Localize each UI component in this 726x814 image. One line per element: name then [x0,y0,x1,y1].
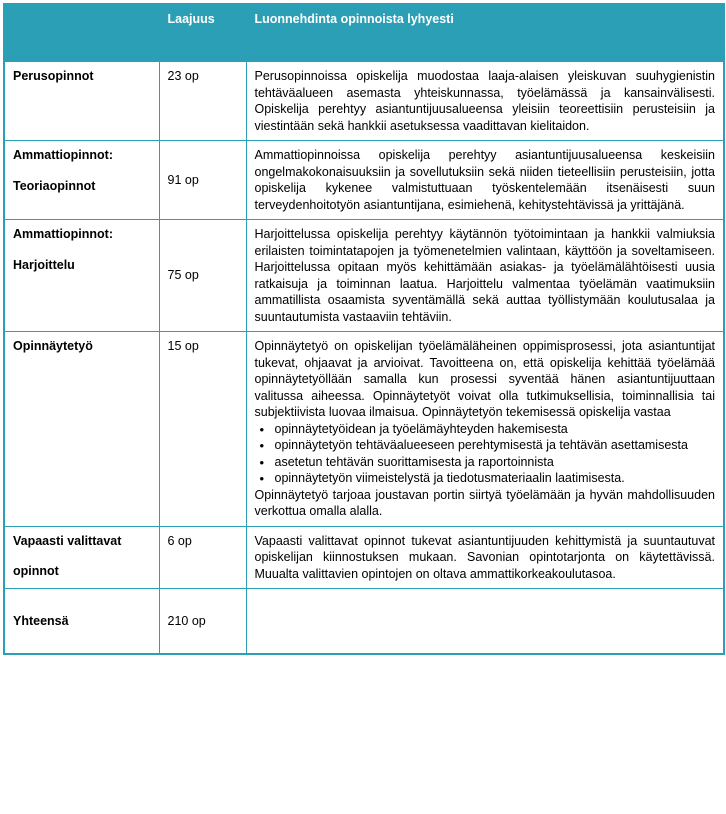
list-item: • opinnäytetyöidean ja työelämäyhteyden hakemisesta [273,421,716,438]
column-header-description: Luonnehdinta opinnoista lyhyesti [246,4,724,62]
table-row [4,332,724,527]
description-text-after: Opinnäytetyö tarjoaa joustavan portin siirtyä työelämään ja hyvän mahdollisuuden verkottua omalla alalla. [254,487,715,518]
column-header-blank [4,4,159,62]
table-row [4,220,724,332]
row-label-opinnaytetyo: Opinnäytetyö [4,332,159,527]
row-label-perusopinnot: Perusopinnot [4,62,159,141]
row-label-ammattiopinnot-harjoittelu [4,220,159,332]
list-item: • opinnäytetyön viimeistelystä ja tiedotusmateriaalin laatimisesta. [273,470,716,487]
description-text: Vapaasti valittavat opinnot tukevat asiantuntijuuden kehittymistä ja suuntautuvat opiskelijan kiinnostuksen mukaan. Savonian opintotarjonta on käytettävissä. Muualta valittavien opintojen on oltava ammattikorkeakoulutasoa. [254,533,715,581]
row-credits-ammattiopinnot-harjoittelu: 75 op [159,220,246,332]
table-row-total [4,589,724,655]
row-label-line2: opinnot [13,564,59,578]
table-row [4,526,724,589]
row-credits-ammattiopinnot-teoria: 91 op [159,141,246,220]
list-item: • opinnäytetyön tehtäväalueeseen perehtymisestä ja tehtävän asettamisesta [273,437,716,454]
row-description-ammattiopinnot-teoria [246,141,724,220]
row-label-vapaasti-valittavat [4,526,159,589]
description-text: Opinnäytetyö on opiskelijan työelämäläheinen oppimisprosessi, jota asiantuntijat tukevat, ohjaavat ja arvioivat. Tavoitteena on, että opiskelija kehittää työelämää opinnäytetyöllään samalla kun prosessi syventää hänen asiantuntijuuttaan valitussa aiheessa. Opinnäytetyöt voivat olla tutkimuksellisia, toiminnallisia tai subjektiivista luovaa ilmaisua. Opinnäytetyön tekemisessä opiskelija vastaa [254,339,715,419]
row-credits-yhteensa: 210 op [159,589,246,655]
row-description-yhteensa [246,589,724,655]
table-row [4,141,724,220]
table-body [4,62,724,655]
description-text: Perusopinnoissa opiskelija muodostaa laaja-alaisen yleiskuvan suuhygienistin tehtäväalueen asemasta yhteiskunnassa, työelämässä ja kansainvälisesti. Opiskelija perehtyy asiantuntijuusalueensa yleisiin teoreettisiin perusteisiin ja viestintään sekä hankkii asetuksessa vaadittavan kielitaidon. [254,69,715,133]
row-description-vapaasti-valittavat [246,526,724,589]
column-header-credits: Laajuus [159,4,246,62]
row-credits-opinnaytetyo: 15 op [159,332,246,527]
row-label-line1: Vapaasti valittavat [13,533,122,548]
row-label-ammattiopinnot-teoria [4,141,159,220]
opinnaytetyo-bullet-list [255,421,716,487]
list-item: • asetetun tehtävän suorittamisesta ja raportoinnista [273,454,716,471]
row-label-yhteensa: Yhteensä [4,589,159,655]
row-credits-vapaasti-valittavat: 6 op [159,526,246,589]
row-description-perusopinnot [246,62,724,141]
row-credits-perusopinnot: 23 op [159,62,246,141]
row-label-line2: Harjoittelu [13,257,75,272]
row-label-line1: Ammattiopinnot: [13,148,113,162]
row-description-opinnaytetyo [246,332,724,527]
row-description-ammattiopinnot-harjoittelu [246,220,724,332]
curriculum-table [3,3,725,655]
description-text: Ammattiopinnoissa opiskelija perehtyy asiantuntijuusalueensa keskeisiin ongelmakokonaisuuksiin ja sovellutuksiin sekä niiden tieteellisiin perusteisiin, jotta opiskelija kykenee valmistuttuaan työskentelemään itsenäisesti suun terveydenhoitotyön asiantuntijana, esimiehenä, kehitystehtävissä ja yrittäjänä. [254,148,715,212]
row-label-line2: Teoriaopinnot [13,178,96,193]
description-text: Harjoittelussa opiskelija perehtyy käytännön työtoimintaan ja hankkii valmiuksia erilaisten toimintatapojen ja työmenetelmien valintaan, käyttöön ja soveltamiseen. Harjoittelussa opitaan myös kehittämään asiakas- ja työelämälähtöisesti uusia ratkaisuja ja toiminnan laatua. Harjoittelu valmentaa työelämän vaatimuksiin ammatillista osaamista syventämällä sekä auttaa työllistymään koulutusalaa ja suuntautumista vastaaviin tehtäviin. [254,227,715,324]
table-header [4,4,724,62]
table-header-row [4,4,724,62]
row-label-line1: Ammattiopinnot: [13,227,113,241]
table-row [4,62,724,141]
